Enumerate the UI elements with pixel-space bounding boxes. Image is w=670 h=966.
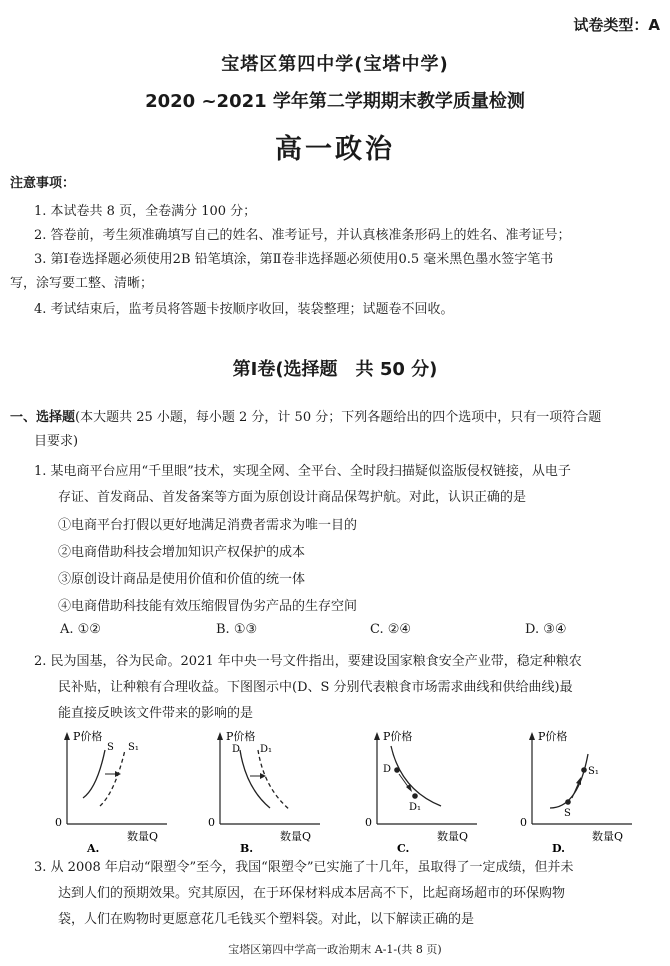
curve-label: S₁ — [128, 742, 139, 753]
question-2-text: 能直接反映该文件带来的影响的是 — [58, 706, 254, 721]
graph-d — [520, 728, 650, 853]
origin-label: 0 — [55, 816, 62, 829]
question-2-text: 2. 民为国基，谷为民命。2021 年中央一号文件指出，要建设国家粮食安全产业带，稳定种粮农 — [34, 654, 582, 669]
curve-d — [240, 750, 270, 808]
instruction-head: 一、选择题 — [10, 410, 76, 425]
y-axis-label: P价格 — [73, 730, 103, 743]
graph-c — [365, 728, 495, 853]
graph-a — [55, 728, 185, 853]
x-axis-label: 数量Q — [280, 830, 312, 843]
note-item: 3. 第Ⅰ卷选择题必须使用2B 铅笔填涂，第Ⅱ卷非选择题必须使用0.5 毫米黑色墨水签字笔书 — [34, 252, 554, 267]
school-name: 宝塔区第四中学(宝塔中学) — [221, 54, 449, 75]
x-axis-label: 数量Q — [127, 830, 159, 843]
curve-label: S — [564, 808, 571, 819]
curve-label: S₁ — [588, 766, 599, 777]
point-d — [394, 767, 400, 773]
section-title: 第Ⅰ卷(选择题 共 50 分) — [232, 359, 438, 380]
point-s1 — [581, 767, 587, 773]
arrow-head-icon — [260, 773, 266, 779]
q1-option-c: C. ②④ — [370, 622, 412, 637]
question-3-text: 3. 从 2008 年启动“限塑令”至今，我国“限塑令”已实施了十几年，虽取得了一定成绩，但并未 — [34, 860, 574, 875]
point-s — [565, 799, 571, 805]
question-1-text: 存证、首发商品、首发备案等方面为原创设计商品保驾护航。对此，认识正确的是 — [58, 490, 527, 505]
page-footer: 宝塔区第四中学高一政治期末 A-1-(共 8 页) — [228, 943, 442, 956]
question-3-text: 袋，人们在购物时更愿意花几毛钱买个塑料袋。对此，以下解读正确的是 — [58, 912, 475, 927]
y-axis-label: P价格 — [226, 730, 256, 743]
origin-label: 0 — [208, 816, 215, 829]
instruction-line: (本大题共 25 小题，每小题 2 分，计 50 分；下列各题给出的四个选项中，只有一项符合题 — [75, 410, 602, 425]
paper-type-label: 试卷类型：A — [573, 16, 660, 34]
section-instruction — [10, 406, 601, 425]
subject-title: 高一政治 — [275, 134, 395, 165]
x-axis-label: 数量Q — [592, 830, 624, 843]
curve-label: S — [107, 742, 114, 753]
graph-letter: D. — [552, 842, 565, 853]
curve-label: D₁ — [260, 744, 273, 755]
curve-label: D — [383, 764, 392, 775]
note-item: 2. 答卷前，考生须准确填写自己的姓名、准考证号，并认真核准条形码上的姓名、准考证号； — [34, 228, 571, 243]
q1-option-d: D. ③④ — [525, 622, 567, 637]
q1-option-b: B. ①③ — [216, 622, 258, 637]
question-1-text: 1. 某电商平台应用“千里眼”技术，实现全网、全平台、全时段扫描疑似盗版侵权链接，从电子 — [34, 464, 571, 479]
question-2-text: 民补贴，让种粮有合理收益。下图图示中(D、S 分别代表粮食市场需求曲线和供给曲线)最 — [58, 680, 573, 695]
x-axis-label: 数量Q — [437, 830, 469, 843]
question-3-text: 达到人们的预期效果。究其原因，在于环保材料成本居高不下，比起商场超市的环保购物 — [58, 886, 566, 901]
q1-option-a: A. ①② — [60, 622, 101, 637]
curve-label: D₁ — [409, 802, 422, 813]
instruction-line: 目要求) — [34, 434, 79, 449]
graph-letter: C. — [397, 842, 410, 853]
curve-s — [83, 750, 105, 798]
q1-statement: ②电商借助科技会增加知识产权保护的成本 — [58, 545, 306, 560]
y-axis-label: P价格 — [538, 730, 568, 743]
y-axis-label: P价格 — [383, 730, 413, 743]
origin-label: 0 — [365, 816, 372, 829]
graph-b — [208, 728, 338, 853]
q1-statement: ④电商借助科技能有效压缩假冒伪劣产品的生存空间 — [58, 599, 358, 614]
arrow-head-icon — [576, 777, 581, 785]
notes-title: 注意事项： — [10, 176, 76, 191]
point-d1 — [412, 793, 418, 799]
note-item: 4. 考试结束后，监考员将答题卡按顺序收回，装袋整理；试题卷不回收。 — [34, 302, 454, 317]
origin-label: 0 — [520, 816, 527, 829]
note-item: 1. 本试卷共 8 页，全卷满分 100 分； — [34, 204, 257, 219]
q1-statement: ③原创设计商品是使用价值和价值的统一体 — [58, 572, 306, 587]
move-arrow — [572, 782, 579, 798]
graph-letter: A. — [87, 842, 100, 853]
curve-s1 — [100, 750, 125, 806]
graph-letter: B. — [240, 842, 254, 853]
note-item: 写，涂写要工整、清晰； — [10, 276, 154, 291]
curve-label: D — [232, 744, 241, 755]
exam-term: 2020 ~2021 学年第二学期期末教学质量检测 — [145, 91, 525, 112]
q1-statement: ①电商平台打假以更好地满足消费者需求为唯一目的 — [58, 518, 358, 533]
